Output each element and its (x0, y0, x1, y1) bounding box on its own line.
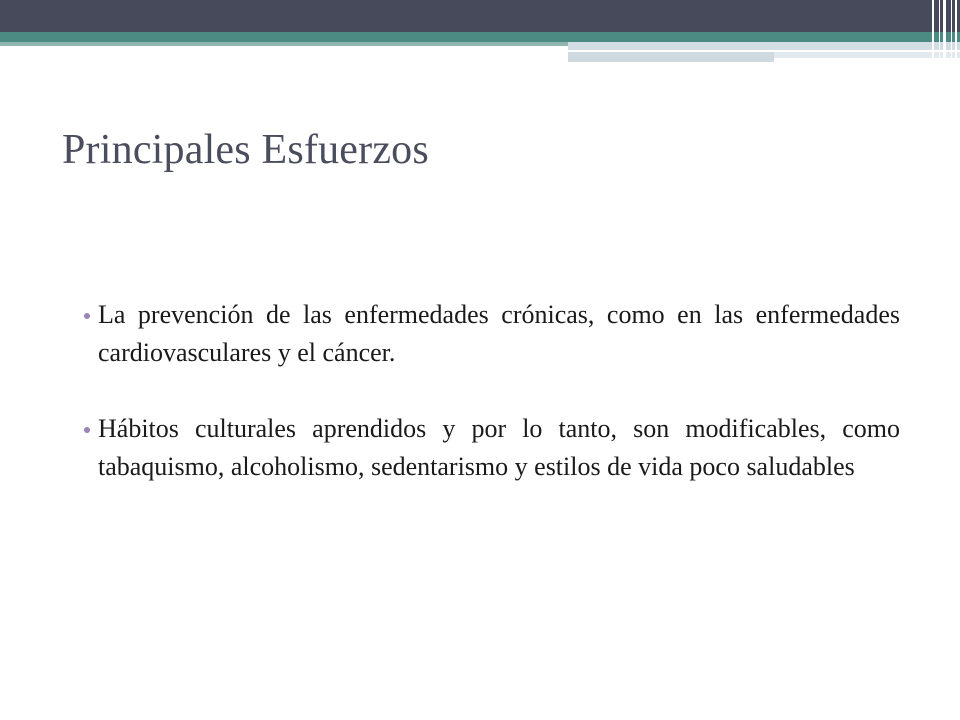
bullet-item: Hábitos culturales aprendidos y por lo tanto, son modificables, como tabaquismo, alcoholismo, sedentarismo y estilos de vida poco saludables (98, 410, 900, 486)
header-teal-band (0, 32, 960, 42)
bullet-item: La prevención de las enfermedades crónicas, como en las enfermedades cardiovasculares y el cáncer. (98, 296, 900, 372)
corner-stripes-decoration (930, 0, 960, 62)
bullet-list (98, 296, 900, 524)
header-teal-thin-band (0, 42, 568, 46)
slide-title: Principales Esfuerzos (62, 127, 429, 173)
header-dark-band (0, 0, 960, 32)
header-light-band-lower (568, 52, 774, 62)
header-light-band (568, 42, 960, 50)
